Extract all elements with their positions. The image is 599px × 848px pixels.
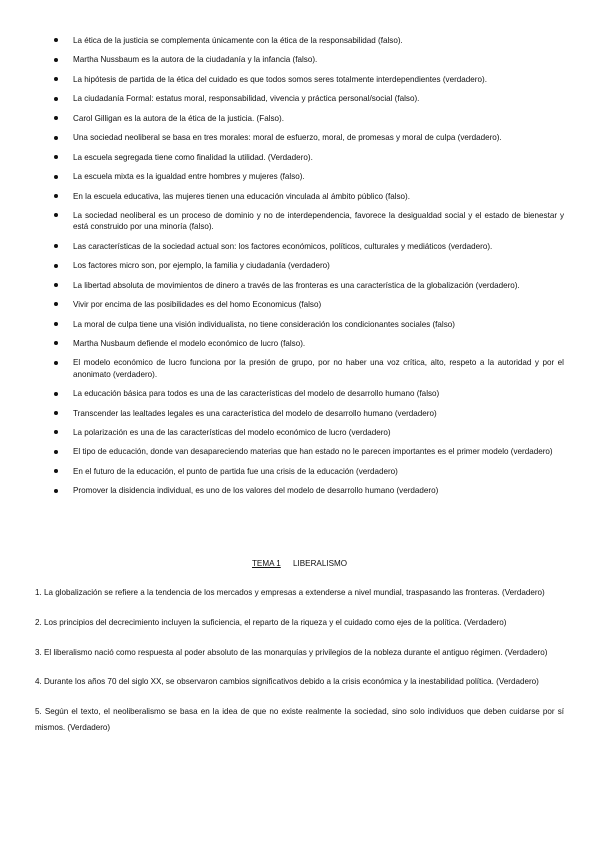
- bullet-icon: [54, 38, 58, 42]
- list-item: La hipótesis de partida de la ética del cuidado es que todos somos seres totalmente interdependientes (verdadero).: [54, 74, 564, 85]
- question-item: 3. El liberalismo nació como respuesta al poder absoluto de las monarquías y privilegios de la nobleza durante el antiguo régimen. (Verdadero): [35, 647, 548, 657]
- bullet-icon: [54, 392, 58, 396]
- question-item: 1. La globalización se refiere a la tendencia de los mercados y empresas a extenderse a nivel mundial, traspasando las fronteras. (Verdadero): [35, 588, 545, 597]
- bullet-icon: [54, 341, 58, 345]
- list-item: El tipo de educación, donde van desapareciendo materias que han estado no le parecen importantes es el primer modelo (verdadero): [54, 446, 564, 457]
- question-item: 2. Los principios del decrecimiento incluyen la suficiencia, el reparto de la riqueza y el cuidado como ejes de la política. (Verdadero): [35, 617, 507, 627]
- bullet-icon: [54, 77, 58, 81]
- list-item: Promover la disidencia individual, es uno de los valores del modelo de desarrollo humano (verdadero): [54, 485, 564, 496]
- bullet-icon: [54, 469, 58, 473]
- list-item: La sociedad neoliberal es un proceso de dominio y no de interdependencia, favorece la desigualdad social y el estado de bienestar y está construido por una minoría (falso).: [54, 210, 564, 232]
- bullet-icon: [54, 213, 58, 217]
- bullet-icon: [54, 450, 58, 454]
- bullet-icon: [54, 411, 58, 415]
- list-item: La ciudadanía Formal: estatus moral, responsabilidad, vivencia y práctica personal/social (falso).: [54, 93, 564, 104]
- bullet-icon: [54, 489, 58, 493]
- section-heading: [0, 558, 599, 569]
- list-item: En el futuro de la educación, el punto de partida fue una crisis de la educación (verdadero): [54, 466, 564, 477]
- question-item: 4. Durante los años 70 del siglo XX, se observaron cambios significativos debido a la crisis económica y la inestabilidad política. (Verdadero): [35, 677, 539, 687]
- bullet-icon: [54, 194, 58, 198]
- list-item: Transcender las lealtades legales es una característica del modelo de desarrollo humano (verdadero): [54, 408, 564, 419]
- list-item: Los factores micro son, por ejemplo, la familia y ciudadanía (verdadero): [54, 260, 564, 271]
- section-title: LIBERALISMO: [293, 559, 348, 568]
- bullet-icon: [54, 97, 58, 101]
- bullet-icon: [54, 283, 58, 287]
- list-item: La polarización es una de las características del modelo económico de lucro (verdadero): [54, 427, 564, 438]
- list-item: El modelo económico de lucro funciona por la presión de grupo, por no haber una voz crítica, alto, respeto a la autoridad y por el anonimato (verdadero).: [54, 357, 564, 379]
- question-list: [35, 585, 564, 749]
- list-item: Carol Gilligan es la autora de la ética de la justicia. (Falso).: [54, 113, 564, 124]
- list-item: Vivir por encima de las posibilidades es del homo Economicus (falso): [54, 299, 564, 310]
- bullet-icon: [54, 136, 58, 140]
- bullet-icon: [54, 116, 58, 120]
- list-item: La educación básica para todos es una de las características del modelo de desarrollo humano (falso): [54, 388, 564, 399]
- list-item: Martha Nusbaum defiende el modelo económico de lucro (falso).: [54, 338, 564, 349]
- list-item: Una sociedad neoliberal se basa en tres morales: moral de esfuerzo, moral, de promesas y moral de culpa (verdadero).: [54, 132, 564, 143]
- statement-list: [54, 35, 564, 505]
- bullet-icon: [54, 264, 58, 268]
- question-item: 5. Según el texto, el neoliberalismo se basa en la idea de que no existe realmente la sociedad, sino solo individuos que deben cuidarse por sí mismos. (Verdadero): [35, 707, 564, 732]
- bullet-icon: [54, 322, 58, 326]
- list-item: Las características de la sociedad actual son: los factores económicos, políticos, culturales y mediáticos (verdadero).: [54, 241, 564, 252]
- bullet-icon: [54, 302, 58, 306]
- list-item: En la escuela educativa, las mujeres tienen una educación vinculada al ámbito público (falso).: [54, 191, 564, 202]
- bullet-icon: [54, 361, 58, 365]
- bullet-icon: [54, 58, 58, 62]
- bullet-icon: [54, 430, 58, 434]
- bullet-icon: [54, 155, 58, 159]
- list-item: La ética de la justicia se complementa únicamente con la ética de la responsabilidad (falso).: [54, 35, 564, 46]
- list-item: La escuela mixta es la igualdad entre hombres y mujeres (falso).: [54, 171, 564, 182]
- list-item: La moral de culpa tiene una visión individualista, no tiene consideración los condicionantes sociales (falso): [54, 319, 564, 330]
- bullet-icon: [54, 244, 58, 248]
- list-item: Martha Nussbaum es la autora de la ciudadanía y la infancia (falso).: [54, 54, 564, 65]
- bullet-icon: [54, 175, 58, 179]
- list-item: La libertad absoluta de movimientos de dinero a través de las fronteras es una característica de la globalización (verdadero).: [54, 280, 564, 291]
- section-label: TEMA 1: [251, 559, 281, 568]
- list-item: La escuela segregada tiene como finalidad la utilidad. (Verdadero).: [54, 152, 564, 163]
